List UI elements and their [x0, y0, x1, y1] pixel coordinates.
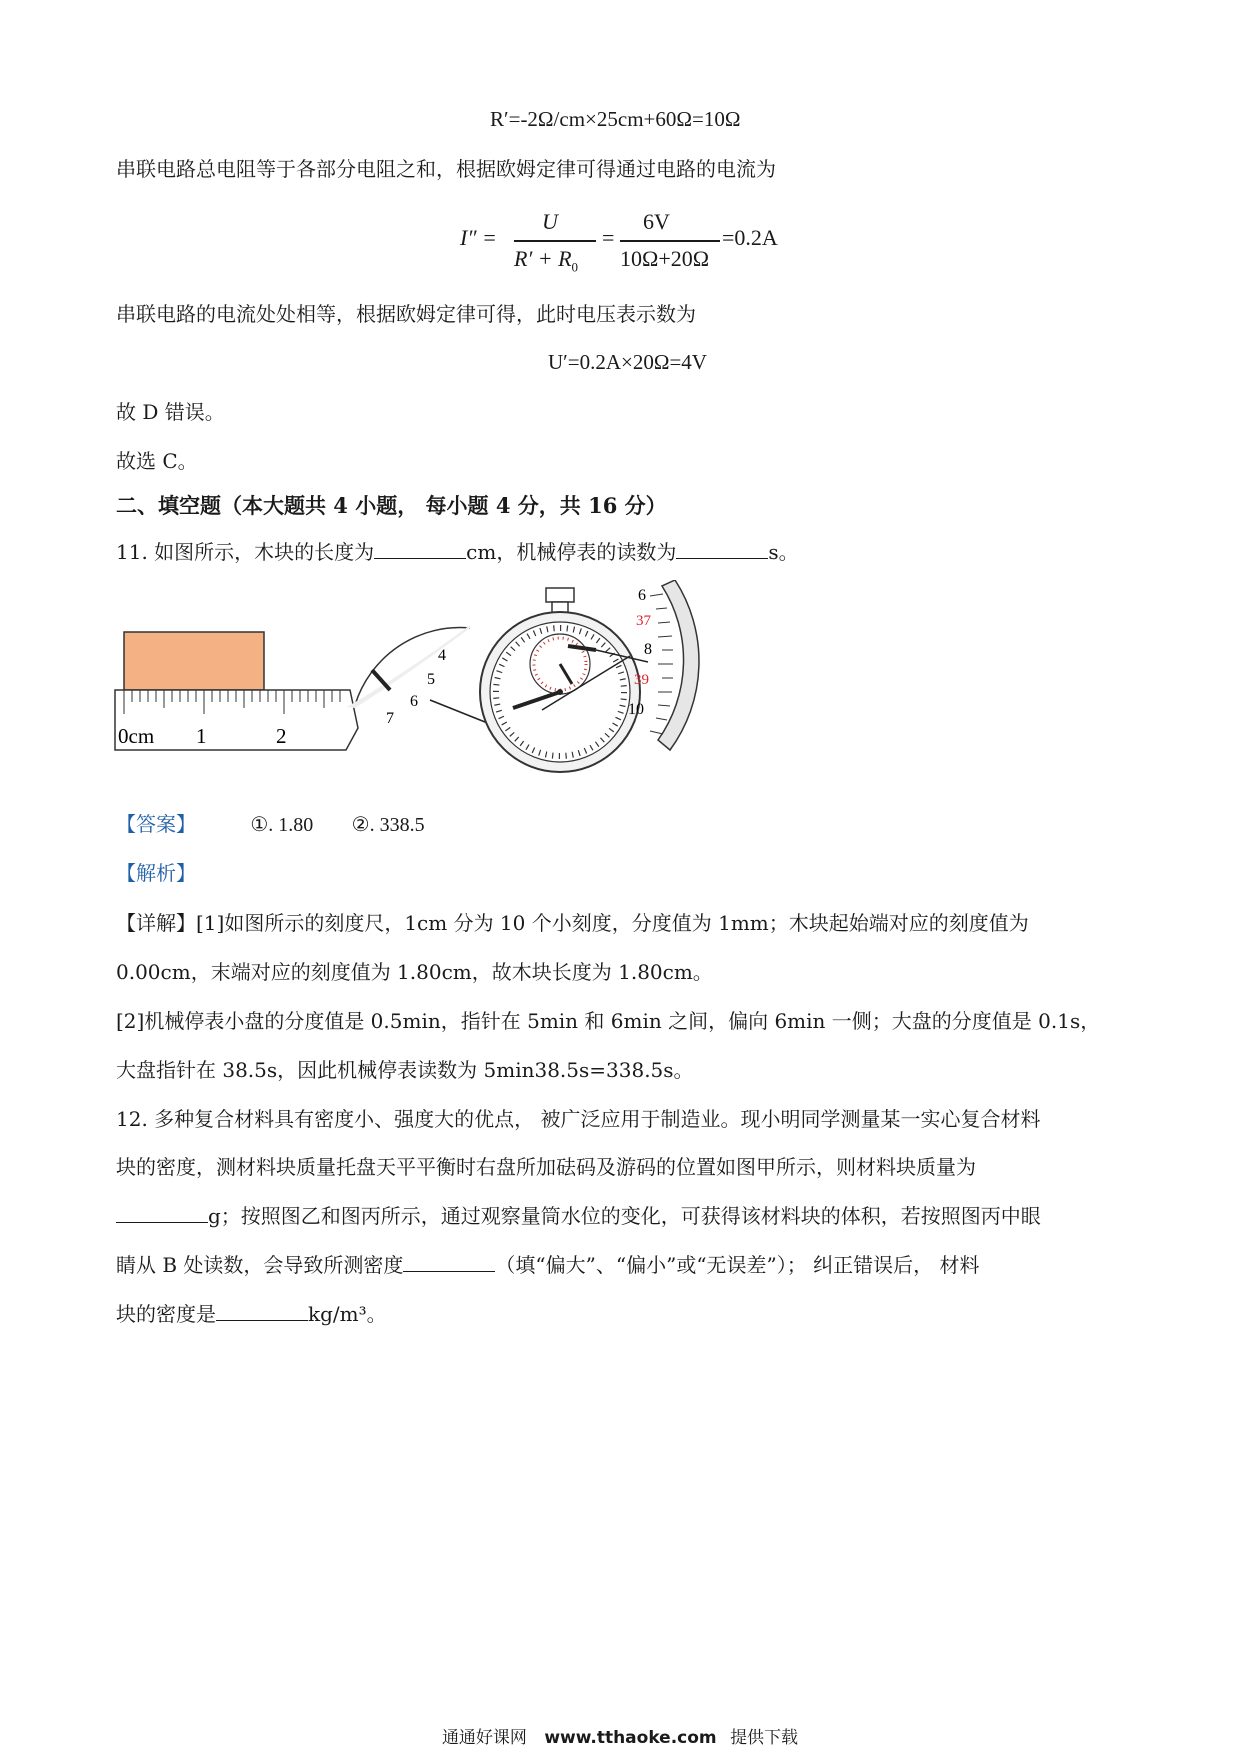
big-dial-label-8: 8 — [644, 641, 652, 658]
q12-blank-density-error — [403, 1253, 495, 1272]
q12-text-4a: 睛从 B 处读数，会导致所测密度 — [116, 1253, 404, 1277]
q12-text-5a: 块的密度是 — [116, 1302, 216, 1326]
frac1-denominator: $R' + R_0$ — [514, 246, 579, 275]
q12-line-4 — [116, 1253, 979, 1277]
ruler-label-1: 1 — [196, 724, 207, 748]
figure-ruler-stopwatch — [110, 580, 810, 790]
detail-line-3: [2]机械停表小盘的分度值是 0.5min，指针在 5min 和 6min 之间，偏向 6min 一侧；大盘的分度值是 0.1s， — [116, 1009, 1101, 1033]
small-dial-label-4: 4 — [438, 647, 446, 664]
q11-blank-1 — [374, 540, 466, 559]
big-dial-scale — [658, 580, 699, 750]
page-footer — [0, 1723, 1240, 1748]
stopwatch-center — [557, 689, 563, 695]
equation-u-prime: U′=0.2A×20Ω=4V — [548, 350, 707, 374]
frac2-numerator: 6V — [643, 209, 670, 234]
small-dial-arc-outer — [347, 625, 470, 708]
big-dial-ticks — [650, 594, 673, 734]
small-dial-label-5: 5 — [427, 671, 435, 688]
small-dial-label-6: 6 — [410, 693, 418, 710]
q11-text-c: s。 — [768, 540, 799, 564]
frac1-numerator: U — [542, 209, 558, 234]
eq-lhs: I″ = — [460, 225, 497, 250]
wood-block — [124, 632, 264, 690]
frac2-denominator: 10Ω+20Ω — [620, 246, 710, 271]
q12-blank-mass — [116, 1204, 208, 1223]
equation-r-prime: R′=-2Ω/cm×25cm+60Ω=10Ω — [490, 107, 741, 131]
q12-line-2: 块的密度，测材料块质量托盘天平平衡时右盘所加砝码及游码的位置如图甲所示，则材料块质量为 — [116, 1155, 976, 1179]
text-series-current: 串联电路的电流处处相等，根据欧姆定律可得，此时电压表示数为 — [116, 302, 696, 326]
big-dial-label-6: 6 — [638, 587, 646, 604]
text-d-wrong: 故 D 错误。 — [116, 400, 225, 424]
q12-text-3: g；按照图乙和图丙所示，通过观察量筒水位的变化，可获得该材料块的体积，若按照图丙中眼 — [208, 1204, 1041, 1228]
q12-blank-density — [216, 1302, 308, 1321]
q12-line-3 — [116, 1204, 1041, 1228]
q12-line-5 — [116, 1302, 387, 1326]
analysis-tag: 【解析】 — [116, 861, 196, 885]
equation-current — [460, 205, 790, 275]
q12-line-1: 12. 多种复合材料具有密度小、强度大的优点， 被广泛应用于制造业。现小明同学测量某一实心复合材料 — [116, 1107, 1041, 1131]
q12-text-4b: （填“偏大”、“偏小”或“无误差”）； 纠正错误后， 材料 — [495, 1253, 980, 1277]
small-dial-label-7: 7 — [386, 710, 394, 727]
detail-line-2: 0.00cm，末端对应的刻度值为 1.80cm，故木块长度为 1.80cm。 — [116, 960, 713, 984]
footer-site: 通通好课网 — [441, 1728, 527, 1748]
ruler-label-0: 0cm — [118, 724, 155, 748]
q12-text-5b: kg/m³。 — [308, 1302, 387, 1326]
detail-line-1: 【详解】[1]如图所示的刻度尺，1cm 分为 10 个小刻度，分度值为 1mm；木块起始端对应的刻度值为 — [116, 911, 1029, 935]
frac-equals: = — [602, 225, 615, 250]
frac-result: =0.2A — [722, 225, 778, 250]
big-dial-label-37: 37 — [636, 613, 651, 629]
footer-suffix: 提供下载 — [730, 1728, 799, 1748]
big-dial-label-10: 10 — [628, 701, 644, 718]
text-choose-c: 故选 C。 — [116, 449, 198, 473]
answer-tag: 【答案】 — [116, 812, 196, 836]
answer-1: ①. 1.80 — [250, 814, 314, 836]
detail-line-4: 大盘指针在 38.5s，因此机械停表读数为 5min38.5s=338.5s。 — [116, 1058, 694, 1082]
q11-text-b: cm，机械停表的读数为 — [466, 540, 677, 564]
q11-text-a: 11. 如图所示，木块的长度为 — [116, 540, 375, 564]
stopwatch-button — [546, 588, 574, 602]
question-11 — [116, 540, 799, 564]
section-heading: 二、填空题（本大题共 4 小题， 每小题 4 分，共 16 分） — [116, 493, 667, 518]
answer-line — [116, 812, 425, 837]
text-series-resistance: 串联电路总电阻等于各部分电阻之和，根据欧姆定律可得通过电路的电流为 — [116, 157, 776, 181]
answer-2: ②. 338.5 — [351, 814, 425, 836]
big-dial-label-39: 39 — [634, 672, 649, 688]
ruler-label-2: 2 — [276, 724, 287, 748]
q11-blank-2 — [676, 540, 768, 559]
footer-url: www.tthaoke.com — [544, 1728, 717, 1748]
